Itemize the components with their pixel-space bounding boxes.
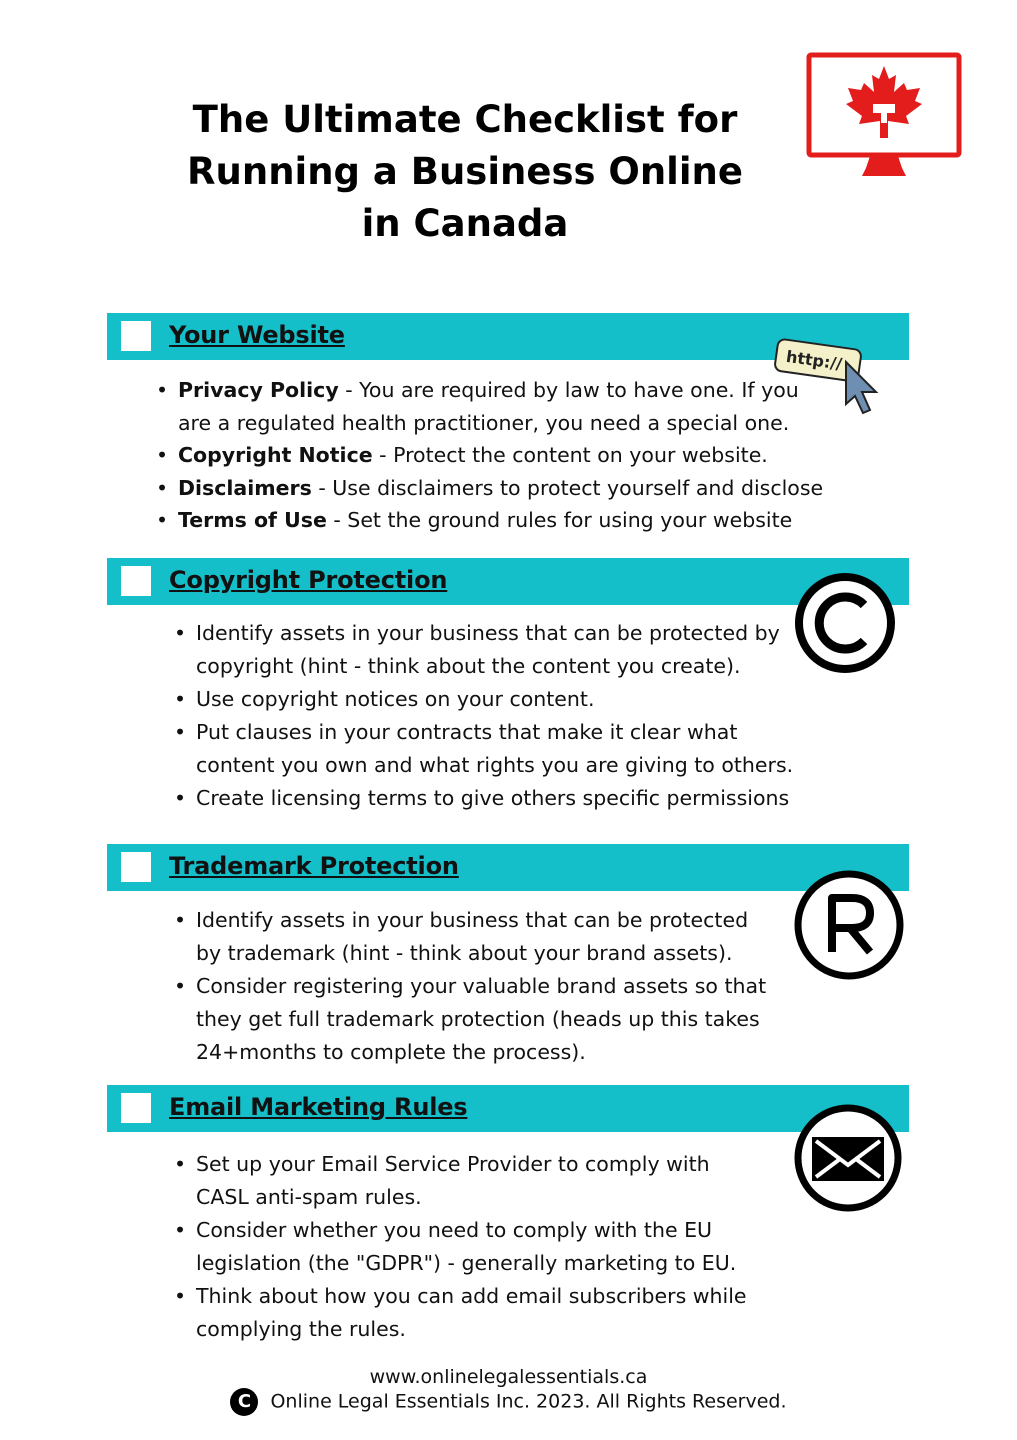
list-item: • Terms of Use - Set the ground rules for using your website bbox=[156, 508, 793, 532]
section-header-trademark bbox=[107, 844, 909, 891]
title-line-2: Running a Business Online bbox=[187, 150, 743, 193]
section-heading-website: Your Website bbox=[169, 321, 345, 349]
item-term: Terms of Use bbox=[178, 508, 327, 532]
list-item: • Create licensing terms to give others specific permissions bbox=[174, 786, 790, 810]
list-item: • Put clauses in your contracts that make it clear what content you own and what rights you are giving to others. bbox=[174, 720, 794, 777]
item-text: - Set the ground rules for using your website bbox=[326, 508, 793, 532]
list-website bbox=[156, 374, 824, 537]
item-text: - Use disclaimers to protect yourself and disclose bbox=[311, 475, 824, 500]
footer-copyright-text: Online Legal Essentials Inc. 2023. All Rights Reserved. bbox=[270, 1390, 787, 1413]
item-term: Privacy Policy bbox=[178, 378, 339, 402]
section-header-copyright bbox=[107, 558, 909, 605]
envelope-icon bbox=[792, 1102, 904, 1214]
item-text: - Protect the content on your website. bbox=[372, 443, 768, 467]
list-item: • Identify assets in your business that can be protected by trademark (hint - think about your brand assets). bbox=[174, 908, 749, 965]
list-item: • Copyright Notice - Protect the content on your website. bbox=[156, 443, 768, 467]
item-text-cont: are a regulated health practitioner, you need a special one. bbox=[178, 410, 790, 435]
list-item: • Consider whether you need to comply with the EU legislation (the "GDPR") - generally marketing to EU. bbox=[174, 1218, 737, 1275]
list-item: • Disclaimers - Use disclaimers to protect yourself and disclose bbox=[156, 475, 824, 500]
list-item: • Use copyright notices on your content. bbox=[174, 687, 595, 711]
canada-monitor-icon bbox=[806, 52, 962, 180]
section-header-email bbox=[107, 1085, 909, 1132]
list-item: • Set up your Email Service Provider to comply with CASL anti-spam rules. bbox=[174, 1152, 710, 1209]
title-line-1: The Ultimate Checklist for bbox=[192, 98, 738, 141]
list-item: • Consider registering your valuable brand assets so that they get full trademark protection (heads up this takes 24+months to complete the process). bbox=[174, 974, 767, 1064]
http-label: http:// bbox=[784, 346, 844, 374]
copyright-icon: C bbox=[230, 1388, 258, 1416]
footer-url[interactable]: www.onlinelegalessentials.ca bbox=[369, 1366, 648, 1388]
section-heading-copyright: Copyright Protection bbox=[169, 566, 448, 594]
title-line-3: in Canada bbox=[361, 202, 569, 245]
list-item: • Identify assets in your business that can be protected by copyright (hint - think about the content you create). bbox=[174, 621, 780, 678]
checkbox-website[interactable] bbox=[121, 321, 151, 351]
list-item: • Think about how you can add email subscribers while complying the rules. bbox=[174, 1284, 747, 1341]
list-copyright bbox=[174, 617, 794, 815]
section-heading-trademark: Trademark Protection bbox=[169, 852, 459, 880]
list-trademark bbox=[174, 904, 767, 1069]
section-heading-email: Email Marketing Rules bbox=[169, 1093, 468, 1121]
copyright-icon bbox=[792, 570, 898, 676]
checkbox-trademark[interactable] bbox=[121, 852, 151, 882]
page-title bbox=[170, 94, 760, 250]
checkbox-email[interactable] bbox=[121, 1093, 151, 1123]
list-item: • Privacy Policy - You are required by law to have one. If you are a regulated health practitioner, you need a special one. bbox=[178, 374, 823, 439]
item-term: Disclaimers bbox=[178, 475, 312, 500]
checkbox-copyright[interactable] bbox=[121, 566, 151, 596]
list-email bbox=[174, 1148, 747, 1346]
footer-copyright bbox=[0, 1388, 1017, 1416]
item-text: - You are required by law to have one. If you bbox=[338, 378, 799, 402]
registered-trademark-icon bbox=[792, 868, 906, 982]
item-term: Copyright Notice bbox=[178, 443, 373, 467]
